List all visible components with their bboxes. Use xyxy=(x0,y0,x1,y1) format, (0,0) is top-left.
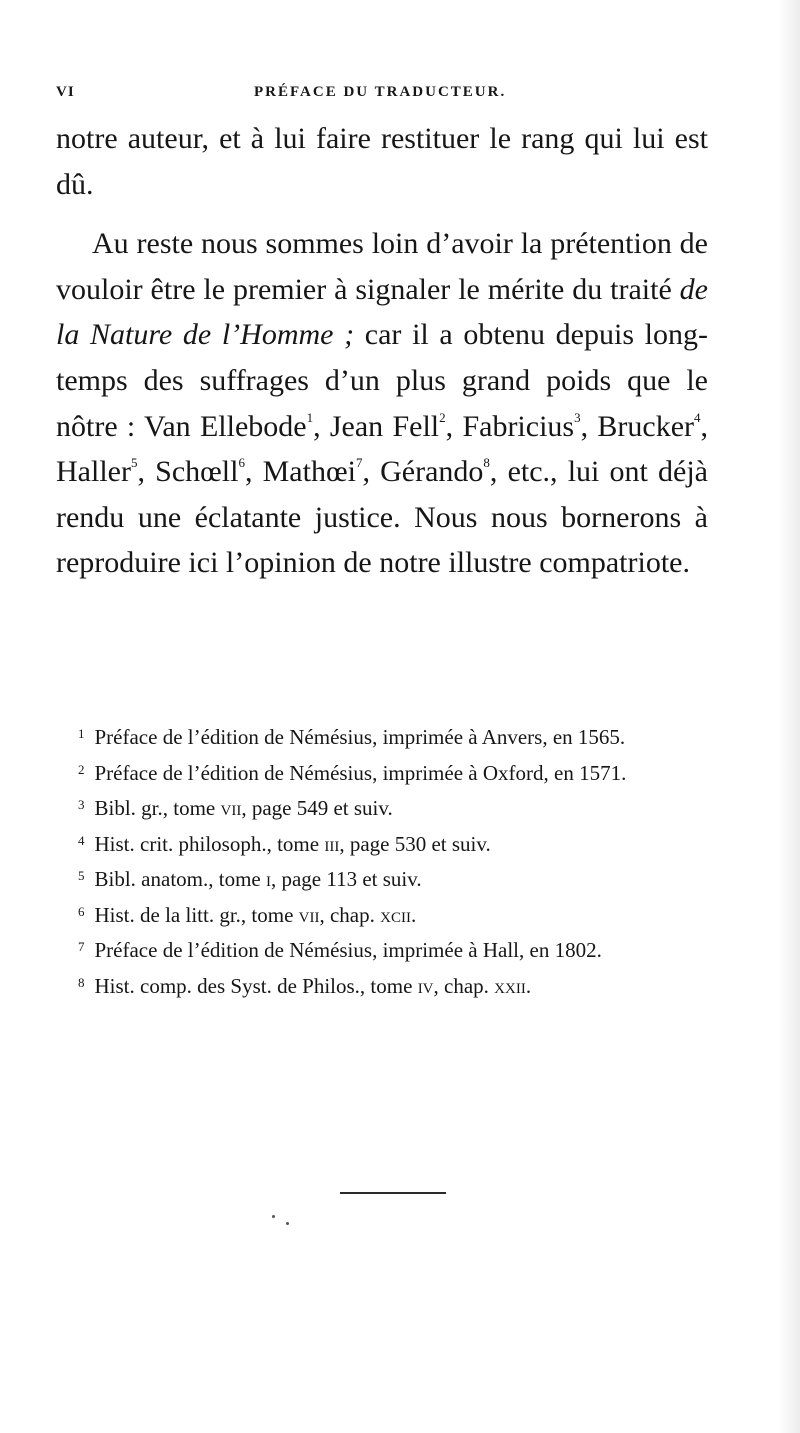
footnote-3 xyxy=(56,789,712,825)
footnote-roman: iii xyxy=(324,831,340,856)
footnote-text: , page 113 et suiv. xyxy=(270,867,422,891)
footnote-text: . xyxy=(525,973,532,998)
italic-title: de la Nature de l’Homme ; xyxy=(56,272,708,352)
footnote-ref: 7 xyxy=(355,455,363,471)
footnote-1 xyxy=(56,718,712,754)
footnote-roman: xxii xyxy=(494,973,526,998)
footnote-text: Hist. comp. des Syst. de Philos., tome xyxy=(94,973,418,998)
end-rule xyxy=(340,1192,446,1194)
paragraph-1: notre auteur, et à lui faire restituer le rang qui lui est dû. xyxy=(56,122,708,201)
running-title: PRÉFACE DU TRADUCTEUR. xyxy=(254,84,507,100)
footnote-ref: 8 xyxy=(483,455,490,471)
footnote-text: Hist. crit. philosoph., tome xyxy=(94,831,325,856)
footnote-text: , page 530 et suiv. xyxy=(339,831,491,856)
page-edge-shadow xyxy=(778,0,800,1433)
footnote-mark: 5 xyxy=(78,868,85,883)
page-number: VI xyxy=(56,84,75,100)
footnote-text: , page 549 et suiv. xyxy=(241,796,393,820)
footnote-mark: 2 xyxy=(78,761,85,777)
footnote-mark: 6 xyxy=(78,903,85,919)
footnote-text: Préface de l’édition de Némésius, imprimée à Anvers, en 1565. xyxy=(94,725,626,749)
paragraph-2-text: car il a obtenu depuis long-temps des suffrages d’un plus grand poids que le nôtre : Van Ellebode xyxy=(56,318,708,443)
footnotes xyxy=(56,718,712,1002)
footnote-ref: 3 xyxy=(574,409,581,425)
running-header xyxy=(56,84,708,108)
footnote-text: . xyxy=(410,902,417,927)
footnote-ref: 2 xyxy=(439,409,446,425)
paragraph-2-text: , Jean Fell xyxy=(313,409,440,443)
main-text xyxy=(56,116,708,586)
footnote-5 xyxy=(56,860,712,896)
footnote-mark: 8 xyxy=(78,974,85,990)
footnote-text: Bibl. gr., tome xyxy=(94,796,221,820)
footnote-text: , chap. xyxy=(433,973,495,998)
paragraph-2-text: , Gérando xyxy=(362,455,484,489)
paragraph-2-text: , Fabricius xyxy=(445,409,575,443)
footnote-4 xyxy=(56,825,712,861)
footnote-text: Préface de l’édition de Némésius, imprimée à Hall, en 1802. xyxy=(94,938,602,962)
footnote-ref: 4 xyxy=(694,409,701,425)
footnote-8 xyxy=(56,967,712,1003)
footnote-text: Préface de l’édition de Némésius, imprimée à Oxford, en 1571. xyxy=(94,760,627,785)
footnote-ref: 5 xyxy=(130,455,138,471)
footnote-mark: 7 xyxy=(78,939,85,954)
print-speck xyxy=(272,1215,275,1218)
footnote-roman: vii xyxy=(298,902,320,927)
footnote-ref: 1 xyxy=(306,409,314,425)
paragraph-2-text: , Brucker xyxy=(580,409,695,443)
paragraph-2 xyxy=(56,221,708,586)
footnote-mark: 4 xyxy=(78,832,85,848)
footnote-ref: 6 xyxy=(238,455,245,471)
footnote-6 xyxy=(56,896,712,932)
paragraph-2-text: Au reste nous sommes loin d’avoir la prétention de vouloir être le premier à signaler le mérite du traité xyxy=(56,227,708,306)
footnote-text: Hist. de la litt. gr., tome xyxy=(94,902,299,927)
print-speck xyxy=(286,1222,289,1225)
footnote-2 xyxy=(56,754,712,790)
footnote-mark: 1 xyxy=(78,726,85,741)
footnote-text: , chap. xyxy=(319,902,381,927)
footnote-roman: xcii xyxy=(380,902,411,927)
footnote-7 xyxy=(56,931,712,967)
footnote-roman: iv xyxy=(417,973,434,998)
paragraph-2-text: , Mathœi xyxy=(244,455,356,489)
paragraph-2-text: , etc., lui ont déjà rendu une éclatante justice. Nous nous bornerons à reproduire ici l’opinion de notre illustre compatriote. xyxy=(56,455,709,580)
paragraph-2-text: , Haller xyxy=(56,409,709,489)
footnote-roman: i xyxy=(265,867,271,891)
footnote-text: Bibl. anatom., tome xyxy=(94,867,266,891)
footnote-mark: 3 xyxy=(78,797,85,812)
footnote-roman: vii xyxy=(220,796,242,820)
paragraph-2-text: , Schœll xyxy=(137,455,239,489)
